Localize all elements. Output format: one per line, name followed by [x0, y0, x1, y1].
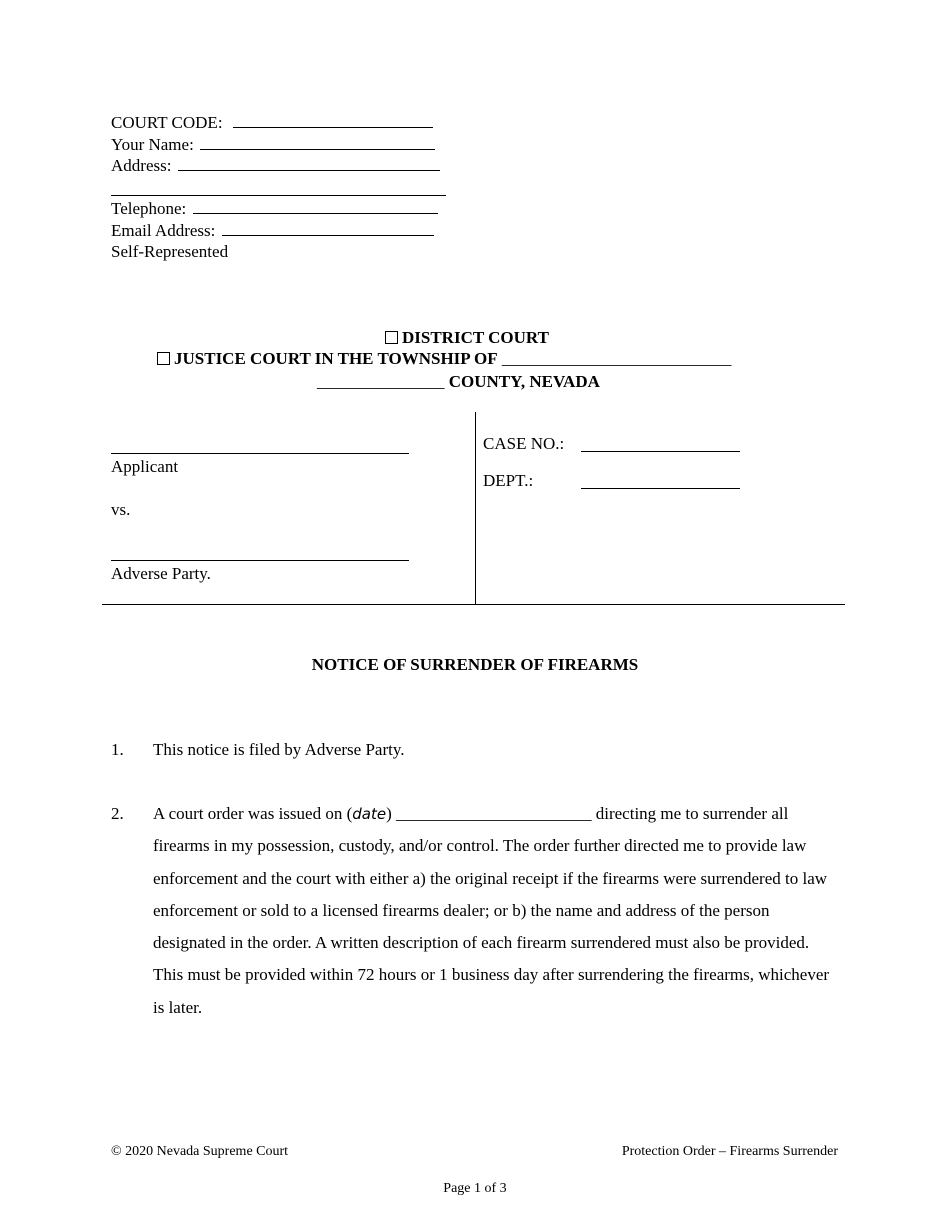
county-row: [317, 371, 600, 392]
item-1-text: This notice is filed by Adverse Party.: [153, 740, 405, 759]
case-no-label: CASE NO.:: [483, 434, 565, 453]
adverse-party-label: Adverse Party.: [111, 564, 211, 583]
caption-bottom-rule: [102, 604, 845, 605]
footer-form-name: Protection Order – Firearms Surrender: [621, 1144, 838, 1159]
district-court-checkbox[interactable]: [385, 331, 398, 344]
address-label: Address:: [111, 156, 172, 175]
district-court-label: DISTRICT COURT: [402, 328, 549, 347]
address-row: [111, 155, 440, 176]
item-2-text: [153, 798, 843, 1024]
item-2-date-word: date: [352, 805, 387, 823]
item-2-text-after: ) _______________________ directing me to surrender all firearms in my possession, custody, and/or control. The order further directed me to provide law enforcement and the court with either a) the original receipt if the firearms were surrendered to law enforcement or sold to a licensed firearms dealer; or b) the name and address of the person designated in the order. A written description of each firearm surrendered must also be provided. This must be provided within 72 hours or 1 business day after surrendering the firearms, whichever is later.: [153, 804, 830, 1017]
your-name-row: [111, 134, 435, 155]
applicant-line[interactable]: [111, 453, 409, 454]
justice-court-checkbox[interactable]: [157, 352, 170, 365]
email-row: [111, 220, 434, 241]
telephone-label: Telephone:: [111, 199, 187, 218]
justice-court-label: JUSTICE COURT IN THE TOWNSHIP OF: [174, 349, 498, 368]
adverse-party-line[interactable]: [111, 560, 409, 561]
dept-label: DEPT.:: [483, 471, 534, 490]
address-field[interactable]: [178, 156, 440, 171]
case-no-field[interactable]: [581, 451, 740, 452]
telephone-row: [111, 198, 438, 219]
vs-label: vs.: [111, 500, 131, 519]
applicant-label: Applicant: [111, 457, 179, 476]
justice-court-row: [157, 348, 731, 369]
item-2-text-before: A court order was issued on (: [153, 804, 353, 823]
court-code-row: [111, 112, 433, 133]
footer-page-number: Page 1 of 3: [443, 1181, 507, 1196]
court-code-label: COURT CODE:: [111, 113, 223, 132]
your-name-field[interactable]: [200, 135, 435, 150]
caption-divider: [475, 412, 476, 604]
township-blank[interactable]: ___________________________: [501, 349, 732, 368]
your-name-label: Your Name:: [111, 135, 194, 154]
district-court-row: [385, 327, 549, 348]
email-label: Email Address:: [111, 221, 216, 240]
item-1-number: 1.: [111, 740, 124, 759]
document-title: NOTICE OF SURRENDER OF FIREARMS: [311, 655, 639, 674]
county-blank[interactable]: _______________: [317, 372, 445, 391]
address-line-2[interactable]: [111, 195, 446, 196]
item-2-number: 2.: [111, 804, 124, 823]
email-field[interactable]: [222, 221, 434, 236]
self-represented: Self-Represented: [111, 242, 229, 261]
footer-copyright: © 2020 Nevada Supreme Court: [111, 1144, 289, 1159]
court-code-field[interactable]: [233, 113, 433, 128]
telephone-field[interactable]: [193, 199, 438, 214]
county-nevada-label: COUNTY, NEVADA: [448, 372, 600, 391]
dept-field[interactable]: [581, 488, 740, 489]
